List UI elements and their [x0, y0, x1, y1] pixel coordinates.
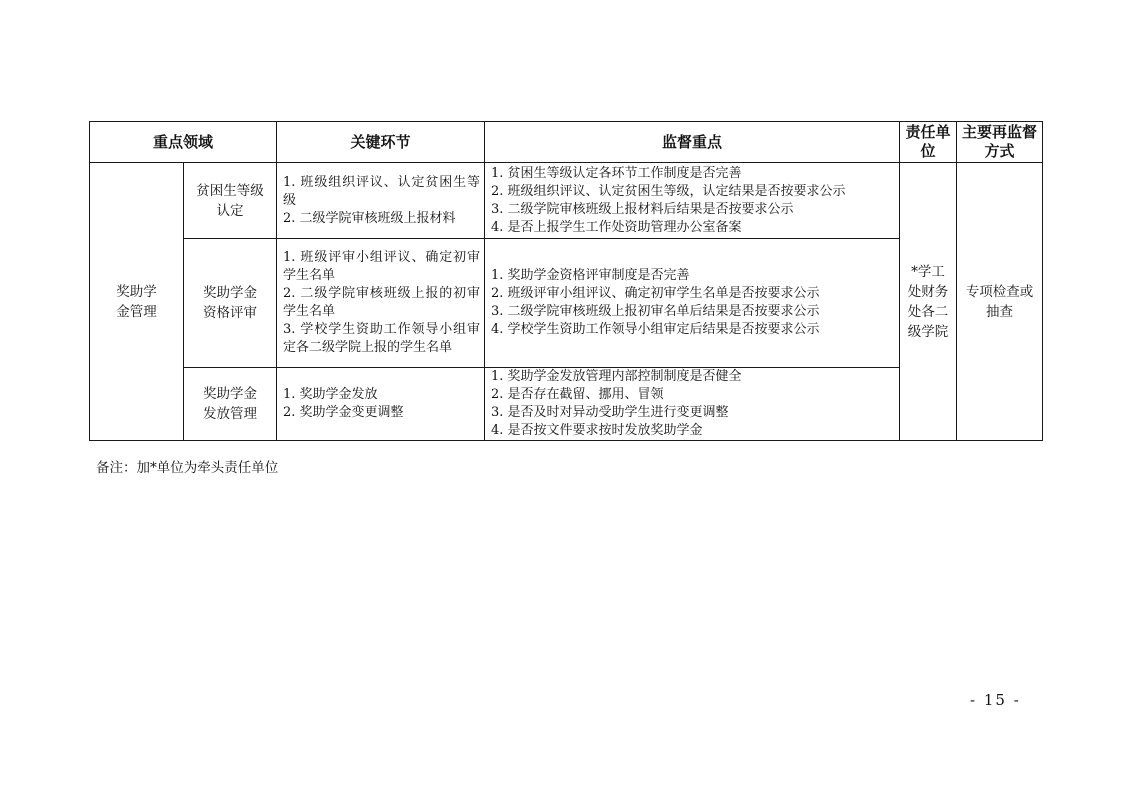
list-item: 1. 奖助学金发放管理内部控制制度是否健全	[491, 369, 742, 384]
header-link: 关键环节	[277, 122, 485, 163]
table-row	[90, 163, 1043, 239]
list-item: 1. 贫困生等级认定各环节工作制度是否完善	[491, 165, 742, 181]
sub-area-cell: 奖助学金发放管理	[184, 368, 277, 441]
focus-cell	[485, 163, 900, 239]
supervision-table	[89, 121, 1043, 441]
list-item: 2. 班级组织评议、认定贫困生等级，认定结果是否按要求公示	[491, 183, 846, 199]
list-item: 4. 是否上报学生工作处资助管理办公室备案	[491, 219, 742, 235]
list-item: 3. 是否及时对异动受助学生进行变更调整	[491, 405, 729, 420]
page-number: - 15 -	[970, 691, 1021, 709]
list-item: 2. 班级评审小组评议、确定初审学生名单是否按要求公示	[491, 286, 820, 301]
sub-area-cell: 贫困生等级认定	[184, 163, 277, 239]
list-item: 2. 二级学院审核班级上报的初审学生名单	[283, 286, 481, 319]
focus-cell	[485, 368, 900, 441]
list-item: 3. 二级学院审核班级上报材料后结果是否按要求公示	[491, 201, 794, 217]
area-cell: 奖助学金管理	[90, 163, 184, 441]
header-row	[90, 122, 1043, 163]
header-area: 重点领域	[90, 122, 277, 163]
list-item: 1. 奖助学金资格评审制度是否完善	[491, 268, 690, 283]
list-item: 3. 二级学院审核班级上报初审名单后结果是否按要求公示	[491, 304, 820, 319]
list-item: 4. 是否按文件要求按时发放奖助学金	[491, 423, 703, 438]
links-cell	[277, 163, 485, 239]
header-unit: 责任单位	[900, 122, 957, 163]
footnote: 备注：加*单位为牵头责任单位	[96, 460, 279, 476]
list-item: 2. 奖助学金变更调整	[283, 405, 404, 420]
method-cell: 专项检查或抽查	[957, 163, 1043, 441]
focus-cell	[485, 239, 900, 368]
list-item: 2. 是否存在截留、挪用、冒领	[491, 387, 664, 402]
links-cell	[277, 239, 485, 368]
list-item: 1. 班级评审小组评议、确定初审学生名单	[283, 250, 481, 283]
list-item: 2. 二级学院审核班级上报材料	[283, 210, 456, 226]
list-item: 3. 学校学生资助工作领导小组审定各二级学院上报的学生名单	[283, 322, 481, 355]
unit-cell: *学工处财务处各二级学院	[900, 163, 957, 441]
header-method: 主要再监督方式	[957, 122, 1043, 163]
list-item: 1. 班级组织评议、认定贫困生等级	[283, 174, 481, 208]
sub-area-cell: 奖助学金资格评审	[184, 239, 277, 368]
links-cell	[277, 368, 485, 441]
list-item: 4. 学校学生资助工作领导小组审定后结果是否按要求公示	[491, 322, 820, 337]
header-focus: 监督重点	[485, 122, 900, 163]
list-item: 1. 奖助学金发放	[283, 387, 378, 402]
